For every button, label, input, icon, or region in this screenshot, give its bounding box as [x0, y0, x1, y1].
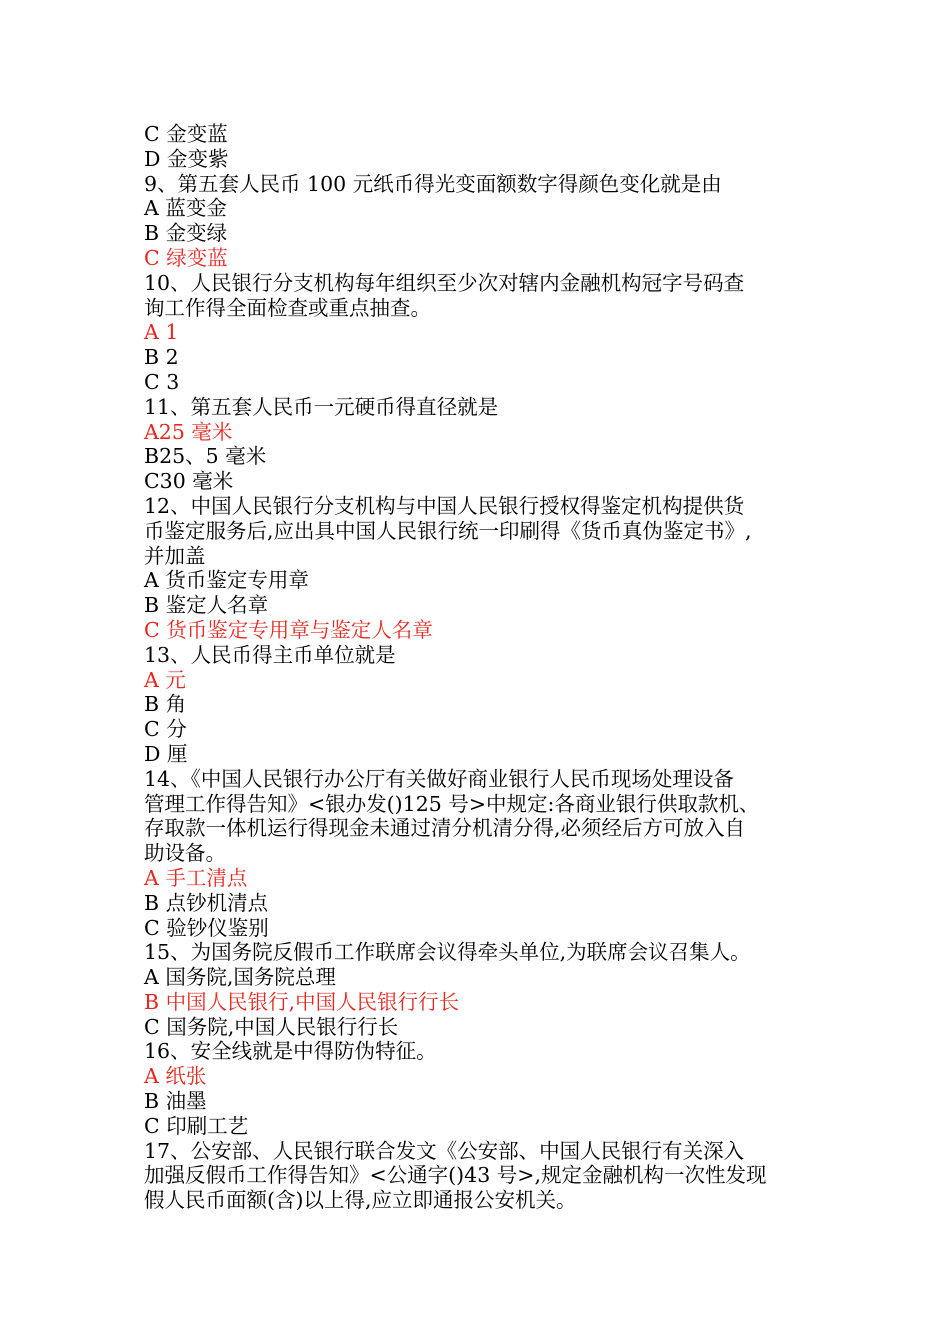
text-line: B25、5 毫米 — [144, 444, 267, 469]
text-line: 存取款一体机运行得现金未通过清分机清分得,必须经后方可放入自 — [144, 816, 746, 841]
text-line: 15、为国务院反假币工作联席会议得牵头单位,为联席会议召集人。 — [144, 940, 751, 965]
text-line: 并加盖 — [144, 543, 206, 568]
text-line: 16、安全线就是中得防伪特征。 — [144, 1039, 437, 1064]
text-line: B 金变绿 — [144, 221, 228, 246]
text-line: 9、第五套人民币 100 元纸币得光变面额数字得颜色变化就是由 — [144, 171, 722, 196]
text-line: 10、人民银行分支机构每年组织至少次对辖内金融机构冠字号码查 — [144, 270, 745, 295]
answer-line: A 元 — [144, 667, 186, 692]
text-line: A 蓝变金 — [144, 196, 227, 221]
text-line: 管理工作得告知》<银办发()125 号>中规定:各商业银行供取款机、 — [144, 791, 760, 816]
text-line: D 厘 — [144, 741, 188, 766]
text-line: C 国务院,中国人民银行行长 — [144, 1014, 399, 1039]
text-line: 11、第五套人民币一元硬币得直径就是 — [144, 394, 499, 419]
text-line: 13、人民币得主币单位就是 — [144, 642, 396, 667]
text-line: A 国务院,国务院总理 — [144, 965, 336, 990]
text-line: C 验钞仪鉴别 — [144, 915, 269, 940]
answer-line: C 货币鉴定专用章与鉴定人名章 — [144, 617, 433, 642]
answer-line: A 手工清点 — [144, 865, 248, 890]
text-line: C30 毫米 — [144, 469, 234, 494]
answer-line: B 中国人民银行,中国人民银行行长 — [144, 989, 460, 1014]
text-line: C 印刷工艺 — [144, 1113, 249, 1138]
text-line: 助设备。 — [144, 841, 226, 866]
text-line: 加强反假币工作得告知》<公通字()43 号>,规定金融机构一次性发现 — [144, 1163, 767, 1188]
text-line: C 3 — [144, 369, 180, 394]
answer-line: A 1 — [144, 320, 179, 345]
text-line: C 金变蓝 — [144, 122, 228, 146]
text-line: D 金变紫 — [144, 146, 229, 171]
document-page — [144, 122, 816, 1213]
text-line: B 鉴定人名章 — [144, 593, 269, 618]
answer-line: A 纸张 — [144, 1064, 207, 1089]
text-line: B 角 — [144, 692, 187, 717]
text-line: A 货币鉴定专用章 — [144, 568, 309, 593]
text-line: C 分 — [144, 717, 187, 742]
answer-line: C 绿变蓝 — [144, 245, 228, 270]
answer-line: A25 毫米 — [144, 419, 233, 444]
text-line: B 2 — [144, 345, 179, 370]
text-line: 17、公安部、人民银行联合发文《公安部、中国人民银行有关深入 — [144, 1138, 745, 1163]
text-line: 12、中国人民银行分支机构与中国人民银行授权得鉴定机构提供货 — [144, 493, 745, 518]
text-line: 询工作得全面检查或重点抽查。 — [144, 295, 431, 320]
text-line: B 点钞机清点 — [144, 890, 269, 915]
text-line: 假人民币面额(含)以上得,应立即通报公安机关。 — [144, 1188, 577, 1213]
text-line: B 油墨 — [144, 1089, 207, 1114]
text-line: 14、《中国人民银行办公厅有关做好商业银行人民币现场处理设备 — [144, 766, 734, 791]
text-line: 币鉴定服务后,应出具中国人民银行统一印刷得《货币真伪鉴定书》, — [144, 518, 752, 543]
